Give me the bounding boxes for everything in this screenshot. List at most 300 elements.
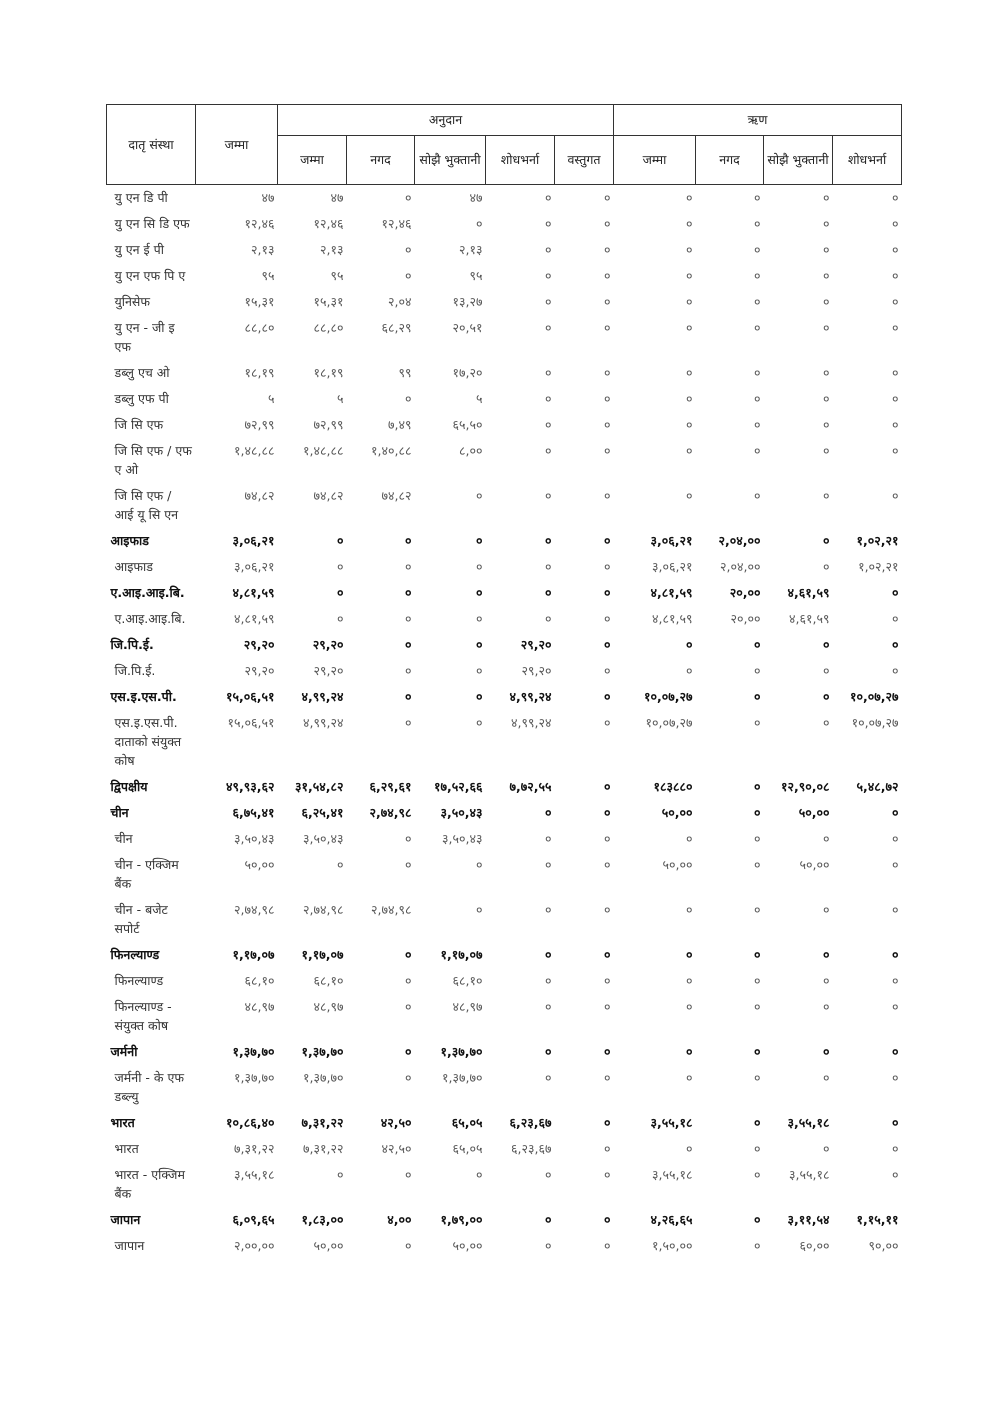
value-cell: ० [603,715,611,730]
value-cell: ० [685,831,693,846]
value-cell: १,१५,११ [856,1212,899,1227]
value-cell: ० [892,1141,899,1156]
value-cell: ० [336,533,344,548]
value-cell: २९,२० [520,637,552,652]
value-cell: ० [404,973,412,988]
value-cell: १५,३१ [313,294,344,309]
value-cell: ० [404,831,412,846]
value-cell: ४८,९७ [452,999,483,1014]
value-cell: ८८,८० [244,320,275,335]
value-cell: ० [822,443,830,458]
header-loan-direct: सोझै भुक्तानी [764,136,833,185]
value-cell: १,५०,०० [652,1238,693,1253]
donor-name-cell: डब्लु एफ पी [114,391,169,406]
value-cell: ३,०६,२१ [234,559,275,574]
value-cell: ० [753,1167,761,1182]
value-cell: ० [822,1141,830,1156]
value-cell: १,३७,७० [232,1044,275,1059]
value-cell: ४८,९७ [244,999,275,1014]
value-cell: ० [753,715,761,730]
value-cell: १५,०६,५१ [226,689,275,704]
value-cell: १,३७,७० [303,1070,344,1085]
donor-name-cell: एस.इ.एस.पी. [110,689,177,704]
value-cell: २,०४ [388,294,412,309]
value-cell: ५ [267,391,275,406]
value-cell: ५०,०० [452,1238,483,1253]
value-cell: ० [892,216,899,231]
value-cell: ० [544,999,552,1014]
value-cell: ० [603,663,611,678]
value-cell: ० [822,831,830,846]
donor-name-cell: भारत - एक्जिम बैंक [114,1167,185,1201]
value-cell: ० [603,443,611,458]
donor-name-cell: जि सि एफ [114,417,164,432]
value-cell: ३,५०,४३ [440,805,483,820]
table-row [107,658,902,684]
value-cell: २९,२० [312,637,344,652]
table-row [107,897,902,942]
value-cell: ० [892,1115,899,1130]
value-cell: ४,८१,५९ [234,611,275,626]
value-cell: ० [892,663,899,678]
value-cell: ० [753,857,761,872]
donor-name-cell: जापान [110,1212,141,1227]
table-row [107,360,902,386]
table-row [107,211,902,237]
table-row [107,1136,902,1162]
value-cell: ३,५५,१८ [234,1167,275,1182]
value-cell: १०,०७,२७ [644,689,693,704]
value-cell: ० [822,973,830,988]
value-cell: ० [753,190,761,205]
value-cell: ० [753,320,761,335]
value-cell: ० [892,417,899,432]
value-cell: ० [685,663,693,678]
value-cell: ० [475,663,483,678]
header-grant: अनुदान [278,105,614,136]
value-cell: ० [544,1070,552,1085]
donor-name-cell: यु एन - जी इ एफ [114,320,175,354]
donor-name-cell: यु एन ई पी [114,242,164,257]
value-cell: ० [753,1070,761,1085]
donor-name-cell: आइफाड [110,533,149,548]
value-cell: ३,०६,२१ [232,533,275,548]
value-cell: ९०,०० [868,1238,899,1253]
value-cell: २,७४,९८ [369,805,412,820]
value-cell: ० [753,1044,761,1059]
value-cell: ० [685,947,693,962]
value-cell: ० [336,857,344,872]
value-cell: ० [544,559,552,574]
value-cell: १,७९,०० [440,1212,483,1227]
value-cell: ० [603,611,611,626]
value-cell: १७,५२,६६ [434,779,483,794]
donor-name-cell: चीन [114,831,133,846]
donor-name-cell: युनिसेफ [114,294,151,309]
value-cell: ० [892,831,899,846]
value-cell: ० [685,190,693,205]
value-cell: ० [822,1044,830,1059]
value-cell: ० [892,1070,899,1085]
table-group-row [107,1207,902,1233]
value-cell: ० [822,216,830,231]
value-cell: १२,४६ [313,216,344,231]
value-cell: १,१७,०७ [440,947,483,962]
donor-name-cell: फिनल्याण्ड [110,947,160,962]
value-cell: ३,५०,४३ [234,831,275,846]
table-row [107,263,902,289]
value-cell: ४७ [261,190,275,205]
value-cell: ८,०० [459,443,483,458]
table-group-row [107,528,902,554]
value-cell: ४,८१,५९ [232,585,275,600]
value-cell: १,०२,२१ [858,559,899,574]
value-cell: ० [822,242,830,257]
value-cell: ० [544,805,552,820]
donor-name-cell: डब्लु एच ओ [114,365,170,380]
value-cell: ० [753,1212,761,1227]
header-grant-direct: सोझै भुक्तानी [415,136,486,185]
value-cell: ० [822,559,830,574]
donor-name-cell: जर्मनी [110,1044,138,1059]
aid-table [106,104,902,1259]
value-cell: ० [753,391,761,406]
table-row [107,852,902,897]
value-cell: ० [892,947,899,962]
table-row [107,237,902,263]
value-cell: ५ [475,391,483,406]
value-cell: ४७ [330,190,344,205]
donor-name-cell: द्विपक्षीय [110,779,148,794]
value-cell: ० [685,365,693,380]
value-cell: ० [822,1070,830,1085]
value-cell: ० [753,242,761,257]
value-cell: ० [404,190,412,205]
value-cell: ० [603,857,611,872]
value-cell: ० [404,663,412,678]
value-cell: ० [336,1167,344,1182]
table-row [107,1065,902,1110]
value-cell: १५,०६,५१ [227,715,275,730]
value-cell: ० [544,611,552,626]
value-cell: ९५ [330,268,344,283]
value-cell: ६५,०५ [452,1141,483,1156]
header-grant-total: जम्मा [278,136,347,185]
value-cell: ० [892,1044,899,1059]
value-cell: ० [892,190,899,205]
value-cell: ३,११,५४ [787,1212,830,1227]
value-cell: १,१७,०७ [232,947,275,962]
table-row [107,386,902,412]
value-cell: ० [685,391,693,406]
header-total: जम्मा [196,105,278,185]
value-cell: ० [603,417,611,432]
value-cell: ० [892,488,899,503]
value-cell: ० [753,365,761,380]
value-cell: २,०४,०० [718,533,761,548]
value-cell: १२,४६ [244,216,275,231]
value-cell: ० [603,488,611,503]
donor-name-cell: जि सि एफ / आई यू सि एन [114,488,179,522]
table-row [107,994,902,1039]
value-cell: ४७ [469,190,483,205]
value-cell: ० [404,947,412,962]
value-cell: ० [685,417,693,432]
value-cell: ० [822,999,830,1014]
table-row [107,315,902,360]
table-row [107,438,902,483]
value-cell: ० [544,831,552,846]
donor-name-cell: यु एन सि डि एफ [114,216,190,231]
value-cell: ० [544,242,552,257]
value-cell: २०,५१ [452,320,483,335]
value-cell: ४,९९,२४ [511,715,552,730]
donor-name-cell: जि सि एफ / एफ ए ओ [114,443,192,477]
value-cell: २९,२० [243,637,275,652]
value-cell: ० [603,1167,611,1182]
value-cell: ० [603,947,611,962]
value-cell: ३,०६,२१ [650,533,693,548]
table-row [107,1233,902,1259]
value-cell: ० [603,637,611,652]
value-cell: २,०४,०० [720,559,761,574]
value-cell: ४,८१,५९ [650,585,693,600]
value-cell: ३१,५४,८२ [295,779,344,794]
header-loan-reimb: शोधभर्ना [833,136,902,185]
value-cell: ० [822,268,830,283]
value-cell: ० [404,1070,412,1085]
value-cell: ० [475,559,483,574]
value-cell: ० [685,973,693,988]
value-cell: ० [544,320,552,335]
value-cell: ० [544,268,552,283]
value-cell: १०,०७,२७ [645,715,693,730]
value-cell: ४,९९,२४ [303,715,344,730]
value-cell: ० [475,611,483,626]
value-cell: ६०,०० [799,1238,830,1253]
value-cell: ७,३१,२२ [234,1141,275,1156]
value-cell: ० [603,779,611,794]
value-cell: ४९,९३,६२ [226,779,275,794]
value-cell: ९५ [469,268,483,283]
value-cell: ० [822,417,830,432]
value-cell: ० [822,320,830,335]
value-cell: ५०,०० [244,857,275,872]
value-cell: ६८,१० [244,973,275,988]
donor-name-cell: चीन [110,805,129,820]
value-cell: १,४८,८८ [303,443,344,458]
value-cell: ० [544,1212,552,1227]
header-donor: दातृ संस्था [107,105,196,185]
value-cell: ० [404,268,412,283]
value-cell: ० [753,294,761,309]
value-cell: ६५,०५ [451,1115,483,1130]
value-cell: १,८३,०० [301,1212,344,1227]
value-cell: ० [544,190,552,205]
value-cell: ० [603,1044,611,1059]
value-cell: ० [404,1167,412,1182]
value-cell: ७४,८२ [313,488,344,503]
value-cell: ० [892,805,899,820]
value-cell: १५,३१ [244,294,275,309]
header-loan: ऋण [614,105,902,136]
donor-name-cell: जि.पि.ई. [110,637,154,652]
value-cell: ० [603,242,611,257]
value-cell: १,४०,८८ [371,443,412,458]
value-cell: २,७४,९८ [303,902,344,917]
header-grant-cash: नगद [347,136,415,185]
value-cell: ० [603,365,611,380]
value-cell: १,०२,२१ [856,533,899,548]
value-cell: ५०,०० [798,805,830,820]
value-cell: ४२,५० [381,1141,412,1156]
value-cell: ० [544,902,552,917]
value-cell: ० [822,391,830,406]
value-cell: ४,९९,२४ [509,689,552,704]
value-cell: ० [475,488,483,503]
value-cell: २,१३ [459,242,483,257]
value-cell: ० [753,779,761,794]
value-cell: ९९ [398,365,412,380]
value-cell: ० [603,805,611,820]
table-row [107,289,902,315]
donor-name-cell: यु एन एफ पि ए [114,268,186,283]
value-cell: ० [475,715,483,730]
data-table-page [106,104,901,1259]
donor-name-cell: भारत [110,1115,135,1130]
value-cell: ० [544,1238,552,1253]
value-cell: १,१७,०७ [301,947,344,962]
value-cell: ५ [336,391,344,406]
value-cell: ० [544,443,552,458]
value-cell: ० [603,1115,611,1130]
value-cell: २०,०० [730,611,761,626]
value-cell: ० [544,294,552,309]
value-cell: ३,०६,२१ [652,559,693,574]
value-cell: १८,१९ [244,365,275,380]
value-cell: ० [404,689,412,704]
value-cell: ० [685,1070,693,1085]
value-cell: ० [603,1141,611,1156]
value-cell: ० [404,242,412,257]
value-cell: ७४,८२ [244,488,275,503]
value-cell: ० [892,443,899,458]
value-cell: ० [753,488,761,503]
value-cell: ० [603,268,611,283]
value-cell: ० [544,585,552,600]
donor-name-cell: ए.आइ.आइ.बि. [110,585,185,600]
value-cell: ० [685,637,693,652]
value-cell: ७,७२,५५ [509,779,552,794]
value-cell: ९५ [261,268,275,283]
value-cell: २,१३ [320,242,344,257]
value-cell: ० [475,216,483,231]
value-cell: ६,२३,६७ [509,1115,552,1130]
value-cell: ० [336,611,344,626]
value-cell: ० [544,417,552,432]
value-cell: ० [603,559,611,574]
value-cell: ० [603,533,611,548]
value-cell: ५०,०० [313,1238,344,1253]
value-cell: ० [603,294,611,309]
value-cell: ० [603,1070,611,1085]
value-cell: ० [475,585,483,600]
value-cell: १,३७,७० [234,1070,275,1085]
value-cell: ० [404,999,412,1014]
value-cell: ० [336,559,344,574]
value-cell: ० [753,417,761,432]
value-cell: ० [475,689,483,704]
value-cell: ५०,०० [661,805,693,820]
value-cell: ० [544,391,552,406]
value-cell: ६८,१० [452,973,483,988]
value-cell: ६८,२९ [381,320,412,335]
value-cell: ० [475,857,483,872]
value-cell: ० [822,294,830,309]
value-cell: १८,१९ [313,365,344,380]
value-cell: ० [892,637,899,652]
value-cell: २,७४,९८ [371,902,412,917]
value-cell: ० [603,216,611,231]
value-cell: ० [822,689,830,704]
donor-name-cell: फिनल्याण्ड - संयुक्त कोष [114,999,172,1033]
value-cell: ० [753,805,761,820]
value-cell: ० [892,999,899,1014]
value-cell: २,७४,९८ [234,902,275,917]
table-group-row [107,774,902,800]
donor-name-cell: चीन - बजेट सपोर्ट [114,902,168,936]
donor-name-cell: ए.आइ.आइ.बि. [114,611,186,626]
value-cell: ० [822,365,830,380]
table-group-row [107,1110,902,1136]
table-body [107,185,902,1260]
value-cell: ० [544,1044,552,1059]
value-cell: ० [892,611,899,626]
value-cell: १३,२७ [452,294,483,309]
table-row [107,483,902,528]
value-cell: ० [544,533,552,548]
value-cell: ० [475,1167,483,1182]
header-loan-total: जम्मा [614,136,696,185]
value-cell: ६,२५,४१ [301,805,344,820]
donor-name-cell: भारत [114,1141,139,1156]
value-cell: ६५,५० [452,417,483,432]
table-group-row [107,1039,902,1065]
value-cell: ३,५५,१८ [787,1115,830,1130]
value-cell: ० [753,999,761,1014]
value-cell: ० [544,365,552,380]
value-cell: ० [822,533,830,548]
value-cell: ० [475,533,483,548]
value-cell: १०,०७,२७ [851,715,899,730]
value-cell: ० [753,216,761,231]
value-cell: १,३७,७० [440,1044,483,1059]
header-loan-cash: नगद [696,136,764,185]
value-cell: ० [603,1212,611,1227]
value-cell: ० [892,320,899,335]
value-cell: ३,५५,१८ [650,1115,693,1130]
value-cell: ० [753,902,761,917]
table-group-row [107,942,902,968]
value-cell: ० [753,831,761,846]
value-cell: ० [822,190,830,205]
value-cell: ६,०९,६५ [232,1212,275,1227]
table-row [107,1162,902,1207]
value-cell: ० [603,1238,611,1253]
value-cell: ० [753,947,761,962]
value-cell: ० [603,831,611,846]
value-cell: ६,७५,४१ [232,805,275,820]
